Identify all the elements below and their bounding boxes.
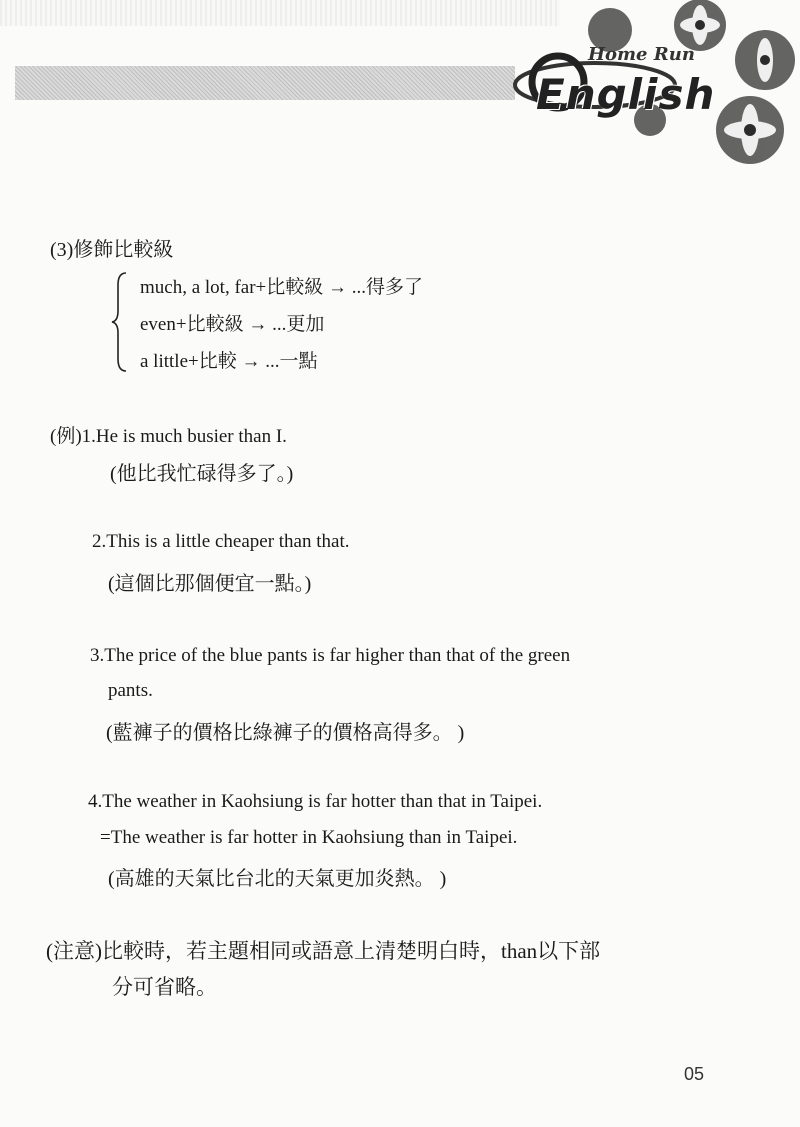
rule-item: even+比較級 → ...更加 [140, 314, 325, 335]
example-4-translation: (高雄的天氣比台北的天氣更加炎熱。 ) [108, 868, 447, 890]
logo-title: English [536, 70, 716, 119]
note-line-2: 分可省略。 [112, 975, 217, 999]
header-texture [0, 0, 560, 26]
logo-subtitle: Home Run [588, 44, 695, 65]
example-4-sentence: 4.The weather in Kaohsiung is far hotter than that in Taipei. [88, 791, 543, 812]
logo [500, 0, 800, 175]
note-text: 比較時，若主題相同或語意上清楚明白時，than以下部 [102, 939, 601, 963]
note-label: (注意) [46, 939, 102, 963]
example-1-sentence [50, 421, 287, 448]
example-english: 1.He is much busier than I. [81, 426, 287, 447]
example-2-translation: (這個比那個便宜一點。) [108, 573, 312, 595]
rule-item: much, a lot, far+比較級 → ...得多了 [140, 277, 424, 298]
example-3-sentence-continued: pants. [108, 680, 153, 701]
example-3-translation: (藍褲子的價格比綠褲子的價格高得多。 ) [106, 722, 465, 744]
example-3-sentence: 3.The price of the blue pants is far higher than that of the green [90, 645, 571, 666]
note-line-1 [46, 935, 600, 965]
rule-item: a little+比較 → ...一點 [140, 351, 318, 372]
header-band [15, 66, 515, 100]
example-4-alternative: =The weather is far hotter in Kaohsiung than in Taipei. [100, 827, 518, 848]
rule-brace [110, 271, 130, 373]
example-2-sentence: 2.This is a little cheaper than that. [92, 531, 350, 552]
example-prefix: (例) [50, 426, 82, 447]
section-title: (3)修飾比較級 [50, 239, 174, 261]
example-1-translation: (他比我忙碌得多了。) [110, 463, 294, 485]
page-number: 05 [684, 1064, 705, 1084]
